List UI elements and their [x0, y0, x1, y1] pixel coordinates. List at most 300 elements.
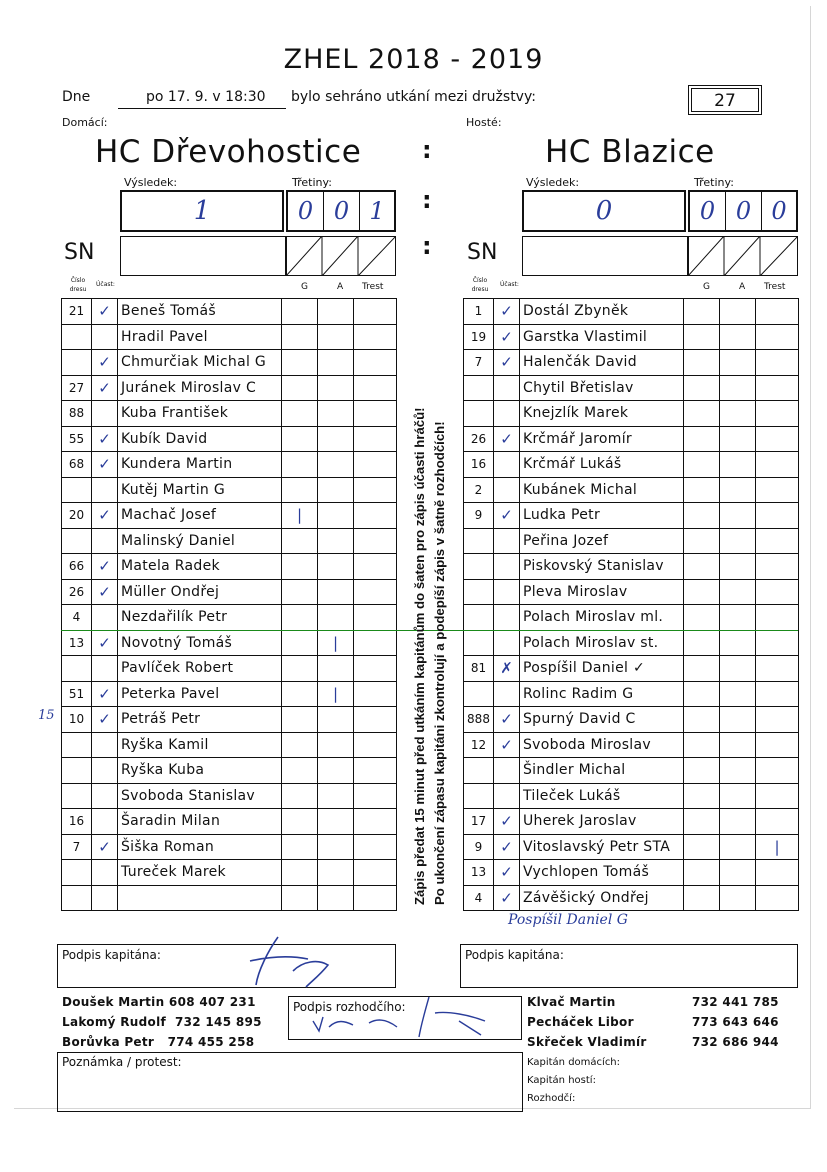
- player-name[interactable]: Garstka Vlastimil: [520, 324, 684, 350]
- assists-cell[interactable]: [318, 758, 354, 784]
- assists-cell[interactable]: [318, 834, 354, 860]
- player-name[interactable]: Šindler Michal: [520, 758, 684, 784]
- player-name[interactable]: Matela Radek: [118, 554, 282, 580]
- participation-mark[interactable]: [494, 783, 520, 809]
- goals-cell[interactable]: [684, 605, 720, 631]
- player-number[interactable]: 1: [464, 299, 494, 325]
- penalty-cell[interactable]: [756, 426, 799, 452]
- assists-cell[interactable]: [318, 299, 354, 325]
- player-number[interactable]: [62, 477, 92, 503]
- goals-cell[interactable]: [282, 426, 318, 452]
- assists-cell[interactable]: [318, 528, 354, 554]
- goals-cell[interactable]: [282, 630, 318, 656]
- player-name[interactable]: Kubík David: [118, 426, 282, 452]
- participation-mark[interactable]: ✓: [92, 681, 118, 707]
- player-name[interactable]: Halenčák David: [520, 350, 684, 376]
- assists-cell[interactable]: [720, 656, 756, 682]
- goals-cell[interactable]: [282, 452, 318, 478]
- date-label: Dne: [62, 89, 91, 105]
- goals-cell[interactable]: |: [282, 503, 318, 529]
- penalty-cell[interactable]: [756, 732, 799, 758]
- penalty-cell[interactable]: [756, 809, 799, 835]
- player-name[interactable]: Závěšický Ondřej: [520, 885, 684, 911]
- player-name[interactable]: Beneš Tomáš: [118, 299, 282, 325]
- player-number[interactable]: [62, 732, 92, 758]
- participation-mark[interactable]: ✓: [494, 834, 520, 860]
- match-number-box: [688, 85, 762, 115]
- participation-mark[interactable]: [494, 401, 520, 427]
- goals-cell[interactable]: [684, 885, 720, 911]
- player-number[interactable]: [62, 783, 92, 809]
- player-name[interactable]: Pavlíček Robert: [118, 656, 282, 682]
- penalty-cell[interactable]: [354, 707, 397, 733]
- penalty-cell[interactable]: [756, 656, 799, 682]
- assists-cell[interactable]: [318, 809, 354, 835]
- participation-mark[interactable]: [92, 783, 118, 809]
- goals-cell[interactable]: [684, 375, 720, 401]
- penalty-cell[interactable]: [354, 375, 397, 401]
- goals-cell[interactable]: [684, 681, 720, 707]
- player-name[interactable]: Krčmář Lukáš: [520, 452, 684, 478]
- goals-cell[interactable]: [282, 579, 318, 605]
- penalty-cell[interactable]: [756, 324, 799, 350]
- player-name[interactable]: Machač Josef: [118, 503, 282, 529]
- goals-cell[interactable]: [282, 707, 318, 733]
- signoff-away: Kapitán hostí:: [527, 1075, 596, 1086]
- player-number[interactable]: 16: [464, 452, 494, 478]
- player-number[interactable]: [464, 758, 494, 784]
- goals-cell[interactable]: [684, 324, 720, 350]
- penalty-cell[interactable]: [756, 528, 799, 554]
- penalty-cell[interactable]: [756, 477, 799, 503]
- home-roster-row: [62, 656, 397, 682]
- assists-cell[interactable]: [720, 350, 756, 376]
- goals-cell[interactable]: [684, 707, 720, 733]
- participation-mark[interactable]: [494, 758, 520, 784]
- assists-cell[interactable]: [720, 324, 756, 350]
- player-number[interactable]: [464, 605, 494, 631]
- home-roster-row: [62, 503, 397, 529]
- goals-cell[interactable]: [282, 681, 318, 707]
- player-name[interactable]: Peterka Pavel: [118, 681, 282, 707]
- player-number[interactable]: [464, 630, 494, 656]
- player-name[interactable]: Pleva Miroslav: [520, 579, 684, 605]
- home-roster-row: [62, 605, 397, 631]
- goals-cell[interactable]: [684, 528, 720, 554]
- goals-cell[interactable]: [684, 426, 720, 452]
- goals-cell[interactable]: [684, 860, 720, 886]
- player-number[interactable]: 66: [62, 554, 92, 580]
- participation-mark[interactable]: [92, 885, 118, 911]
- player-name[interactable]: Pospíšil Daniel ✓: [520, 656, 684, 682]
- assists-cell[interactable]: [720, 579, 756, 605]
- player-number[interactable]: [464, 681, 494, 707]
- player-number[interactable]: 7: [464, 350, 494, 376]
- participation-mark[interactable]: ✓: [92, 579, 118, 605]
- participation-mark[interactable]: ✓: [494, 350, 520, 376]
- penalty-cell[interactable]: [756, 630, 799, 656]
- player-number[interactable]: [62, 860, 92, 886]
- participation-mark[interactable]: ✓: [92, 707, 118, 733]
- assists-cell[interactable]: [318, 452, 354, 478]
- participation-mark[interactable]: [92, 860, 118, 886]
- participation-mark[interactable]: ✓: [92, 452, 118, 478]
- player-name[interactable]: Chmurčiak Michal G: [118, 350, 282, 376]
- player-name[interactable]: Müller Ondřej: [118, 579, 282, 605]
- away-roster-row: [464, 375, 799, 401]
- goals-cell[interactable]: [282, 299, 318, 325]
- participation-mark[interactable]: [494, 554, 520, 580]
- participation-mark[interactable]: ✓: [494, 885, 520, 911]
- player-name[interactable]: Chytil Břetislav: [520, 375, 684, 401]
- participation-mark[interactable]: ✓: [494, 324, 520, 350]
- penalty-cell[interactable]: [354, 630, 397, 656]
- player-number[interactable]: 88: [62, 401, 92, 427]
- participation-mark[interactable]: [92, 401, 118, 427]
- goals-cell[interactable]: [684, 809, 720, 835]
- home-col-participation: Účast:: [96, 281, 115, 288]
- participation-mark[interactable]: ✓: [494, 809, 520, 835]
- penalty-cell[interactable]: [756, 579, 799, 605]
- goals-cell[interactable]: [282, 809, 318, 835]
- penalty-cell[interactable]: [354, 732, 397, 758]
- assists-cell[interactable]: [318, 401, 354, 427]
- player-number[interactable]: [464, 783, 494, 809]
- participation-mark[interactable]: ✓: [494, 860, 520, 886]
- penalty-cell[interactable]: [354, 503, 397, 529]
- home-captain-signature-box[interactable]: [57, 944, 396, 988]
- player-number[interactable]: 21: [62, 299, 92, 325]
- player-name[interactable]: Rolinc Radim G: [520, 681, 684, 707]
- player-name[interactable]: Petráš Petr: [118, 707, 282, 733]
- player-number[interactable]: [464, 401, 494, 427]
- penalty-cell[interactable]: [354, 885, 397, 911]
- player-name[interactable]: Svoboda Stanislav: [118, 783, 282, 809]
- goals-cell[interactable]: [684, 630, 720, 656]
- assists-cell[interactable]: [720, 477, 756, 503]
- assists-cell[interactable]: |: [318, 681, 354, 707]
- goals-cell[interactable]: [282, 375, 318, 401]
- player-number[interactable]: 9: [464, 834, 494, 860]
- goals-cell[interactable]: [282, 732, 318, 758]
- goals-cell[interactable]: [282, 885, 318, 911]
- player-number[interactable]: 68: [62, 452, 92, 478]
- penalty-cell[interactable]: [756, 707, 799, 733]
- assists-cell[interactable]: [720, 783, 756, 809]
- assists-cell[interactable]: [318, 605, 354, 631]
- participation-mark[interactable]: ✓: [92, 350, 118, 376]
- participation-mark[interactable]: ✓: [92, 554, 118, 580]
- goals-cell[interactable]: [282, 834, 318, 860]
- goals-cell[interactable]: [282, 324, 318, 350]
- player-name[interactable]: Kundera Martin: [118, 452, 282, 478]
- penalty-cell[interactable]: [354, 681, 397, 707]
- player-number[interactable]: 27: [62, 375, 92, 401]
- goals-cell[interactable]: [684, 299, 720, 325]
- player-number[interactable]: [62, 528, 92, 554]
- penalty-cell[interactable]: [756, 350, 799, 376]
- player-number[interactable]: 7: [62, 834, 92, 860]
- player-number[interactable]: 81: [464, 656, 494, 682]
- penalty-cell[interactable]: [354, 452, 397, 478]
- away-captain-signature-box[interactable]: [460, 944, 798, 988]
- penalty-cell[interactable]: [756, 605, 799, 631]
- player-name[interactable]: Juránek Miroslav C: [118, 375, 282, 401]
- participation-mark[interactable]: ✓: [494, 732, 520, 758]
- assists-cell[interactable]: [318, 554, 354, 580]
- assists-cell[interactable]: [720, 681, 756, 707]
- participation-mark[interactable]: [494, 528, 520, 554]
- player-name[interactable]: Hradil Pavel: [118, 324, 282, 350]
- player-number[interactable]: [464, 554, 494, 580]
- assists-cell[interactable]: [720, 885, 756, 911]
- player-name[interactable]: Tileček Lukáš: [520, 783, 684, 809]
- player-name[interactable]: Novotný Tomáš: [118, 630, 282, 656]
- penalty-cell[interactable]: [354, 299, 397, 325]
- assists-cell[interactable]: [318, 783, 354, 809]
- assists-cell[interactable]: [318, 426, 354, 452]
- assists-cell[interactable]: [318, 656, 354, 682]
- participation-mark[interactable]: [92, 605, 118, 631]
- player-number[interactable]: 55: [62, 426, 92, 452]
- participation-mark[interactable]: [494, 375, 520, 401]
- goals-cell[interactable]: [684, 503, 720, 529]
- participation-mark[interactable]: [92, 528, 118, 554]
- participation-mark[interactable]: [92, 732, 118, 758]
- player-number[interactable]: 888: [464, 707, 494, 733]
- penalty-cell[interactable]: [354, 579, 397, 605]
- penalty-cell[interactable]: [756, 401, 799, 427]
- player-number[interactable]: 13: [464, 860, 494, 886]
- goals-cell[interactable]: [282, 477, 318, 503]
- player-number[interactable]: [464, 375, 494, 401]
- player-number[interactable]: 20: [62, 503, 92, 529]
- player-number[interactable]: 12: [464, 732, 494, 758]
- assists-cell[interactable]: [720, 630, 756, 656]
- goals-cell[interactable]: [684, 452, 720, 478]
- assists-cell[interactable]: [720, 503, 756, 529]
- assists-cell[interactable]: [318, 375, 354, 401]
- goals-cell[interactable]: [282, 758, 318, 784]
- goals-cell[interactable]: [282, 554, 318, 580]
- assists-cell[interactable]: [720, 375, 756, 401]
- penalty-cell[interactable]: [756, 375, 799, 401]
- penalty-cell[interactable]: [354, 834, 397, 860]
- player-name[interactable]: Uherek Jaroslav: [520, 809, 684, 835]
- penalty-cell[interactable]: [354, 554, 397, 580]
- player-number[interactable]: [62, 324, 92, 350]
- referee-signature-box[interactable]: [288, 996, 522, 1040]
- player-name[interactable]: Spurný David C: [520, 707, 684, 733]
- assists-cell[interactable]: [318, 350, 354, 376]
- participation-mark[interactable]: ✓: [494, 707, 520, 733]
- player-number[interactable]: [62, 758, 92, 784]
- goals-cell[interactable]: [684, 656, 720, 682]
- player-number[interactable]: [62, 656, 92, 682]
- participation-mark[interactable]: ✓: [92, 426, 118, 452]
- assists-cell[interactable]: [720, 554, 756, 580]
- penalty-cell[interactable]: [354, 324, 397, 350]
- penalty-cell[interactable]: [354, 426, 397, 452]
- goals-cell[interactable]: [684, 554, 720, 580]
- assists-cell[interactable]: [318, 324, 354, 350]
- player-name[interactable]: Peřina Jozef: [520, 528, 684, 554]
- goals-cell[interactable]: [684, 783, 720, 809]
- penalty-cell[interactable]: [354, 809, 397, 835]
- goals-cell[interactable]: [282, 528, 318, 554]
- participation-mark[interactable]: [92, 656, 118, 682]
- goals-cell[interactable]: [282, 783, 318, 809]
- participation-mark[interactable]: ✓: [92, 503, 118, 529]
- player-name[interactable]: Vitoslavský Petr STA: [520, 834, 684, 860]
- player-name[interactable]: Polach Miroslav ml.: [520, 605, 684, 631]
- penalty-cell[interactable]: [756, 452, 799, 478]
- player-name[interactable]: Polach Miroslav st.: [520, 630, 684, 656]
- player-number[interactable]: 4: [464, 885, 494, 911]
- player-name[interactable]: Šaradin Milan: [118, 809, 282, 835]
- participation-mark[interactable]: [494, 579, 520, 605]
- participation-mark[interactable]: ✓: [92, 375, 118, 401]
- goals-cell[interactable]: [684, 350, 720, 376]
- assists-cell[interactable]: [318, 707, 354, 733]
- player-number[interactable]: [464, 528, 494, 554]
- goals-cell[interactable]: [282, 401, 318, 427]
- goals-cell[interactable]: [684, 477, 720, 503]
- assists-cell[interactable]: [720, 758, 756, 784]
- goals-cell[interactable]: [684, 732, 720, 758]
- player-number[interactable]: 19: [464, 324, 494, 350]
- player-name[interactable]: Kuba František: [118, 401, 282, 427]
- player-name[interactable]: Kutěj Martin G: [118, 477, 282, 503]
- goals-cell[interactable]: [684, 401, 720, 427]
- assists-cell[interactable]: [318, 885, 354, 911]
- player-name[interactable]: Svoboda Miroslav: [520, 732, 684, 758]
- player-name[interactable]: Piskovský Stanislav: [520, 554, 684, 580]
- participation-mark[interactable]: [92, 324, 118, 350]
- penalty-cell[interactable]: [354, 758, 397, 784]
- participation-mark[interactable]: ✓: [494, 299, 520, 325]
- player-number[interactable]: 26: [464, 426, 494, 452]
- penalty-cell[interactable]: [354, 350, 397, 376]
- participation-mark[interactable]: [494, 681, 520, 707]
- participation-mark[interactable]: [494, 630, 520, 656]
- player-name[interactable]: Tureček Marek: [118, 860, 282, 886]
- player-name[interactable]: Knejzlík Marek: [520, 401, 684, 427]
- assists-cell[interactable]: [318, 503, 354, 529]
- participation-mark[interactable]: [92, 809, 118, 835]
- player-name[interactable]: Ryška Kuba: [118, 758, 282, 784]
- participation-mark[interactable]: [494, 452, 520, 478]
- goals-cell[interactable]: [684, 579, 720, 605]
- goals-cell[interactable]: [684, 758, 720, 784]
- participation-mark[interactable]: ✓: [494, 426, 520, 452]
- participation-mark[interactable]: ✗: [494, 656, 520, 682]
- player-name[interactable]: Vychlopen Tomáš: [520, 860, 684, 886]
- goals-cell[interactable]: [282, 605, 318, 631]
- penalty-cell[interactable]: [354, 528, 397, 554]
- assists-cell[interactable]: [720, 860, 756, 886]
- player-number[interactable]: 26: [62, 579, 92, 605]
- player-name[interactable]: Malinský Daniel: [118, 528, 282, 554]
- participation-mark[interactable]: ✓: [92, 299, 118, 325]
- participation-mark[interactable]: ✓: [494, 503, 520, 529]
- participation-mark[interactable]: [494, 477, 520, 503]
- goals-cell[interactable]: [282, 350, 318, 376]
- player-number[interactable]: [62, 885, 92, 911]
- player-name[interactable]: Kubánek Michal: [520, 477, 684, 503]
- player-name[interactable]: Šiška Roman: [118, 834, 282, 860]
- penalty-cell[interactable]: [354, 860, 397, 886]
- player-number[interactable]: [464, 579, 494, 605]
- player-number[interactable]: [62, 350, 92, 376]
- assists-cell[interactable]: [720, 732, 756, 758]
- penalty-cell[interactable]: [354, 783, 397, 809]
- participation-mark[interactable]: [494, 605, 520, 631]
- penalty-cell[interactable]: [354, 605, 397, 631]
- assists-cell[interactable]: [720, 299, 756, 325]
- goals-cell[interactable]: [684, 834, 720, 860]
- goals-cell[interactable]: [282, 656, 318, 682]
- assists-cell[interactable]: |: [318, 630, 354, 656]
- player-number[interactable]: 17: [464, 809, 494, 835]
- penalty-cell[interactable]: [354, 656, 397, 682]
- assists-cell[interactable]: [720, 605, 756, 631]
- participation-mark[interactable]: ✓: [92, 834, 118, 860]
- penalty-cell[interactable]: [756, 681, 799, 707]
- assists-cell[interactable]: [720, 426, 756, 452]
- penalty-cell[interactable]: [354, 401, 397, 427]
- penalty-cell[interactable]: [354, 477, 397, 503]
- penalty-cell[interactable]: [756, 783, 799, 809]
- player-number[interactable]: 13: [62, 630, 92, 656]
- penalty-cell[interactable]: [756, 758, 799, 784]
- goals-cell[interactable]: [282, 860, 318, 886]
- assists-cell[interactable]: [318, 732, 354, 758]
- participation-mark[interactable]: ✓: [92, 630, 118, 656]
- participation-mark[interactable]: [92, 477, 118, 503]
- player-name[interactable]: Nezdařilík Petr: [118, 605, 282, 631]
- player-number[interactable]: 16: [62, 809, 92, 835]
- player-number[interactable]: 4: [62, 605, 92, 631]
- player-name[interactable]: [118, 885, 282, 911]
- penalty-cell[interactable]: [756, 554, 799, 580]
- assists-cell[interactable]: [720, 401, 756, 427]
- player-name[interactable]: Ludka Petr: [520, 503, 684, 529]
- player-number[interactable]: 9: [464, 503, 494, 529]
- assists-cell[interactable]: [720, 809, 756, 835]
- participation-mark[interactable]: [92, 758, 118, 784]
- penalty-cell[interactable]: |: [756, 834, 799, 860]
- penalty-cell[interactable]: [756, 299, 799, 325]
- assists-cell[interactable]: [318, 860, 354, 886]
- penalty-cell[interactable]: [756, 885, 799, 911]
- note-box[interactable]: [57, 1052, 523, 1112]
- penalty-cell[interactable]: [756, 860, 799, 886]
- player-name[interactable]: Krčmář Jaromír: [520, 426, 684, 452]
- player-number[interactable]: 51: [62, 681, 92, 707]
- player-number[interactable]: 2: [464, 477, 494, 503]
- assists-cell[interactable]: [720, 834, 756, 860]
- assists-cell[interactable]: [318, 579, 354, 605]
- player-number[interactable]: 10: [62, 707, 92, 733]
- assists-cell[interactable]: [720, 528, 756, 554]
- assists-cell[interactable]: [318, 477, 354, 503]
- assists-cell[interactable]: [720, 707, 756, 733]
- player-name[interactable]: Dostál Zbyněk: [520, 299, 684, 325]
- player-name[interactable]: Ryška Kamil: [118, 732, 282, 758]
- assists-cell[interactable]: [720, 452, 756, 478]
- penalty-cell[interactable]: [756, 503, 799, 529]
